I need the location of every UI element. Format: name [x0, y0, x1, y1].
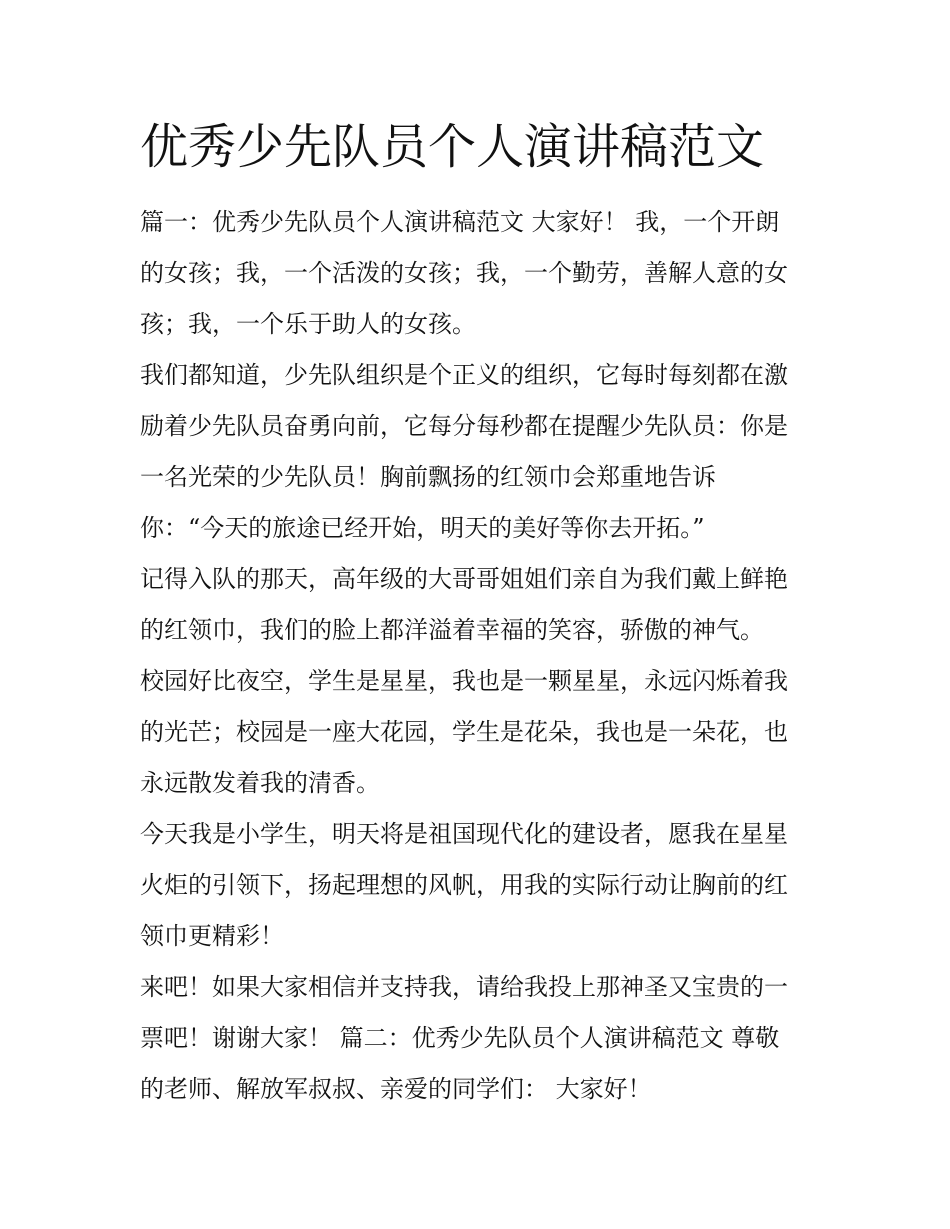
body-line: 票吧！谢谢大家！ 篇二：优秀少先队员个人演讲稿范文 尊敬 [140, 1024, 780, 1052]
body-line: 今天我是小学生，明天将是祖国现代化的建设者，愿我在星星 [140, 820, 788, 848]
body-line: 我们都知道，少先队组织是个正义的组织，它每时每刻都在激 [140, 361, 788, 389]
body-line: 记得入队的那天，高年级的大哥哥姐姐们亲自为我们戴上鲜艳 [140, 565, 788, 593]
document-body [140, 197, 812, 1115]
body-line: 火炬的引领下，扬起理想的风帆，用我的实际行动让胸前的红 [140, 871, 788, 899]
body-line: 的红领巾，我们的脸上都洋溢着幸福的笑容，骄傲的神气。 [140, 616, 764, 644]
body-line: 来吧！如果大家相信并支持我，请给我投上那神圣又宝贵的一 [140, 973, 788, 1001]
body-line: 孩；我，一个乐于助人的女孩。 [140, 310, 476, 338]
body-line: 永远散发着我的清香。 [140, 769, 380, 797]
body-line: 一名光荣的少先队员！胸前飘扬的红领巾会郑重地告诉 [140, 463, 716, 491]
body-line: 校园好比夜空，学生是星星，我也是一颗星星，永远闪烁着我 [140, 667, 788, 695]
body-line: 的光芒；校园是一座大花园，学生是花朵，我也是一朵花，也 [140, 718, 788, 746]
body-line: 领巾更精彩！ [140, 922, 284, 950]
document-title: 优秀少先队员个人演讲稿范文 [140, 119, 765, 175]
body-line: 的老师、解放军叔叔、亲爱的同学们： 大家好！ [140, 1075, 652, 1103]
body-line: 的女孩；我，一个活泼的女孩；我，一个勤劳，善解人意的女 [140, 259, 788, 287]
body-line: 你：“今天的旅途已经开始，明天的美好等你去开拓。” [140, 514, 705, 542]
body-line: 篇一：优秀少先队员个人演讲稿范文 大家好！ 我，一个开朗 [140, 208, 780, 236]
body-line: 励着少先队员奋勇向前，它每分每秒都在提醒少先队员：你是 [140, 412, 788, 440]
